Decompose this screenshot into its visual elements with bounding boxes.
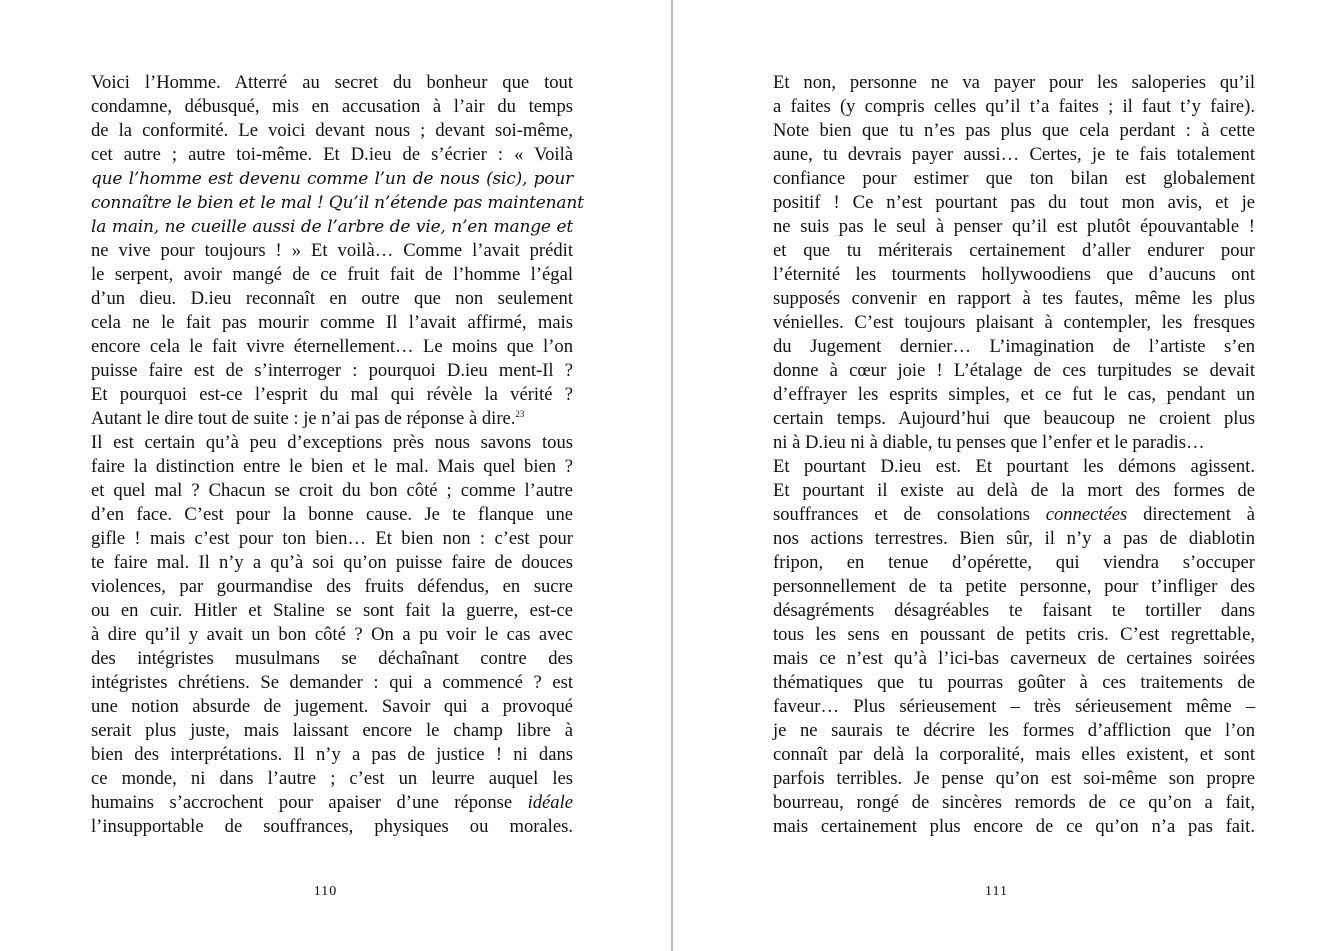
text-line: faveur… Plus sérieusement – très sérieusement même – <box>773 696 1255 717</box>
text-line <box>91 407 573 431</box>
text-line <box>91 791 573 815</box>
text-line <box>91 167 573 191</box>
footnote-ref[interactable]: 23 <box>515 409 525 419</box>
text-line: et que tu mériterais certainement d’aller endurer pour <box>773 240 1255 261</box>
italic-fragment: idéale <box>527 792 573 813</box>
text-line: encore cela le fait vivre éternellement… Le moins que l’on <box>91 336 573 357</box>
text-line: a faites (y compris celles qu’il t’a faites ; il faut t’y faire). <box>773 96 1255 117</box>
text-line: condamne, débusqué, mis en accusation à l’air du temps <box>91 96 573 117</box>
text-line: serait plus juste, mais laissant encore le champ libre à <box>91 720 573 741</box>
left-page <box>0 0 671 951</box>
text-line: de la conformité. Le voici devant nous ; devant soi-même, <box>91 120 573 141</box>
text-line: d’effrayer les esprits simples, et ce fut le cas, pendant un <box>773 384 1255 405</box>
text-line: connaît par delà la corporalité, mais elles existent, et sont <box>773 744 1255 765</box>
text-line: des intégristes musulmans se déchaînant contre des <box>91 648 573 669</box>
text-line: Et pourtant il existe au delà de la mort des formes de <box>773 480 1255 501</box>
text-line: à dire qu’il y avait un bon côté ? On a pu voir le cas avec <box>91 624 573 645</box>
text-fragment: directement à <box>1127 504 1255 525</box>
text-line: puisse faire est de s’interroger : pourquoi D.ieu ment-Il ? <box>91 360 573 381</box>
text-line: l’insupportable de souffrances, physiques ou morales. <box>91 816 573 837</box>
text-fragment: souffrances et de consolations <box>773 504 1046 525</box>
text-line: fripon, en tenue d’opérette, qui viendra s’occuper <box>773 552 1255 573</box>
text-line: la main, ne cueille aussi de l’arbre de vie, n’en mange et <box>91 217 573 237</box>
text-line: cet autre ; autre toi-même. Et D.ieu de s’écrier : « Voilà <box>91 144 573 165</box>
text-line: Et non, personne ne va payer pour les saloperies qu’il <box>773 72 1255 93</box>
text-line: confiance pour estimer que ton bilan est globalement <box>773 168 1255 189</box>
text-fragment: Autant le dire tout de suite : je n’ai pas de réponse à dire. <box>91 408 516 429</box>
text-line: mais ce n’est qu’à l’ici-bas caverneux de certaines soirées <box>773 648 1255 669</box>
text-line: cela ne le fait pas mourir comme Il l’avait affirmé, mais <box>91 312 573 333</box>
text-line: tous les sens en poussant de petits cris. C’est regrettable, <box>773 624 1255 645</box>
text-line: connaître le bien et le mal ! Qu’il n’étende pas maintenant <box>91 193 584 213</box>
text-line: vénielles. C’est toujours plaisant à contempler, les fresques <box>773 312 1255 333</box>
text-line: Et pourtant D.ieu est. Et pourtant les démons agissent. <box>773 456 1255 477</box>
text-line: du Jugement dernier… L’imagination de l’artiste s’en <box>773 336 1255 357</box>
text-line: ne vive pour toujours ! » Et voilà… Comme l’avait prédit <box>91 240 573 261</box>
text-line: ni à D.ieu ni à diable, tu penses que l’enfer et le paradis… <box>773 432 1205 453</box>
text-line: supposés convenir en rapport à tes fautes, même les plus <box>773 288 1255 309</box>
text-line: le serpent, avoir mangé de ce fruit fait de l’homme l’égal <box>91 264 573 285</box>
text-line: certain temps. Aujourd’hui que beaucoup ne croient plus <box>773 408 1255 429</box>
text-line: bien des interprétations. Il n’y a pas de justice ! ni dans <box>91 744 573 765</box>
text-line: l’éternité les tourments hollywoodiens que d’aucuns ont <box>773 264 1255 285</box>
text-line: mais certainement plus encore de ce qu’on n’a pas fait. <box>773 816 1255 837</box>
text-line <box>773 503 1255 527</box>
page-number: 111 <box>985 884 1008 899</box>
text-line: aune, tu devrais payer aussi… Certes, je te fais totalement <box>773 144 1255 165</box>
text-fragment: que l’homme est devenu comme <box>91 169 375 189</box>
text-line: parfois terribles. Je pense qu’on est soi-même son propre <box>773 768 1255 789</box>
text-line: ne suis pas le seul à penser qu’il est plutôt épouvantable ! <box>773 216 1255 237</box>
text-line: Et pourquoi est-ce l’esprit du mal qui révèle la vérité ? <box>91 384 573 405</box>
text-line: Voici l’Homme. Atterré au secret du bonheur que tout <box>91 72 573 93</box>
text-line: d’un dieu. D.ieu reconnaît en outre que non seulement <box>91 288 573 309</box>
text-line: positif ! Ce n’est pourtant pas du tout mon avis, et je <box>773 192 1255 213</box>
text-line: nos actions terrestres. Bien sûr, il n’y a pas de diablotin <box>773 528 1255 549</box>
text-line: et quel mal ? Chacun se croit du bon côté ; comme l’autre <box>91 480 573 501</box>
text-line: je ne saurais te décrire les formes d’affliction que l’on <box>773 720 1255 741</box>
text-fragment: (sic), pour <box>479 169 573 189</box>
italic-fragment: connectées <box>1045 504 1128 525</box>
italic-fragment: l’un de nous <box>374 169 480 189</box>
left-page-body <box>91 71 584 839</box>
text-line: ce monde, ni dans l’autre ; c’est un leurre auquel les <box>91 768 573 789</box>
text-line: faire la distinction entre le bien et le mal. Mais quel bien ? <box>91 456 573 477</box>
text-line: te faire mal. Il n’y a qu’à soi qu’on puisse faire de douces <box>91 552 573 573</box>
text-line: personnellement de ta petite personne, pour t’infliger des <box>773 576 1255 597</box>
text-line: ou en cuir. Hitler et Staline se sont fait la guerre, est-ce <box>91 600 573 621</box>
text-line: une notion absurde de jugement. Savoir qui a provoqué <box>91 696 573 717</box>
text-line: d’en face. C’est pour la bonne cause. Je te flanque une <box>91 504 573 525</box>
right-page-body <box>773 71 1255 839</box>
text-line: bourreau, rongé de sincères remords de ce qu’on a fait, <box>773 792 1255 813</box>
text-line: désagréments désagréables te faisant te tortiller dans <box>773 600 1255 621</box>
text-fragment: humains s’accrochent pour apaiser d’une réponse <box>91 792 528 813</box>
page-number: 110 <box>313 884 338 899</box>
text-line: intégristes chrétiens. Se demander : qui a commencé ? est <box>91 672 573 693</box>
text-line: violences, par gourmandise des fruits défendus, en sucre <box>91 576 573 597</box>
right-page <box>673 0 1344 951</box>
text-line: gifle ! mais c’est pour ton bien… Et bien non : c’est pour <box>91 528 573 549</box>
text-line: Note bien que tu n’es pas plus que cela perdant : à cette <box>773 120 1255 141</box>
text-line: donne à cœur joie ! L’étalage de ces turpitudes se devait <box>773 360 1255 381</box>
text-line: thématiques que tu pourras goûter à ces traitements de <box>773 672 1255 693</box>
text-line: Il est certain qu’à peu d’exceptions près nous savons tous <box>91 432 573 453</box>
